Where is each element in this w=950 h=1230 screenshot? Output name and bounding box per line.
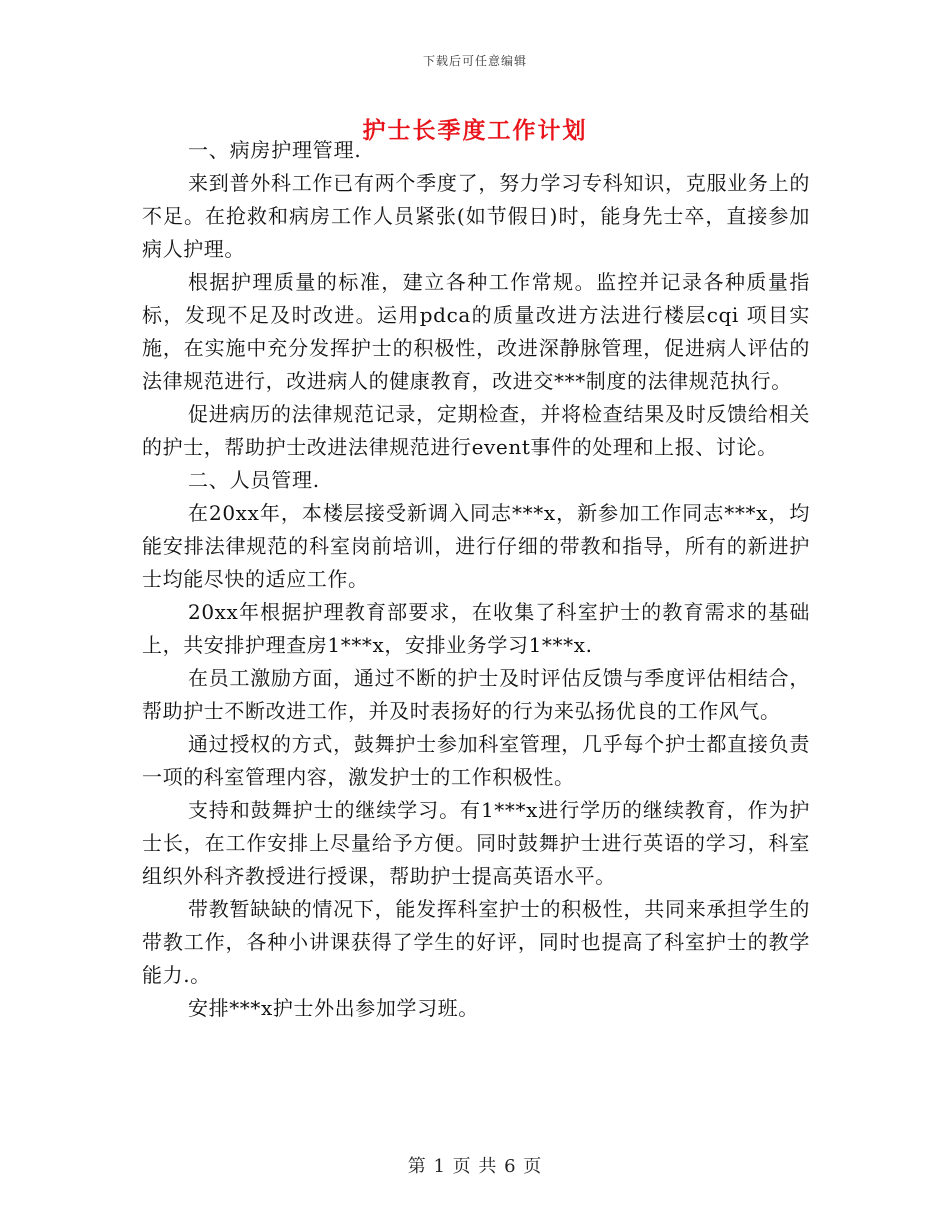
paragraph: 在员工激励方面，通过不断的护士及时评估反馈与季度评估相结合，帮助护士不断改进工作，并及时表扬好的行为来弘扬优良的工作风气。 [142,666,810,723]
paragraph: 根据护理质量的标准，建立各种工作常规。监控并记录各种质量指标，发现不足及时改进。运用pdca的质量改进方法进行楼层cqi 项目实施，在实施中充分发挥护士的积极性，改进深静脉管理，促进病人评估的法律规范进行，改进病人的健康教育，改进交***制度的法律规范执行。 [142,270,810,393]
section-heading-ward-management: 一、病房护理管理. [188,138,362,162]
paragraph: 促进病历的法律规范记录，定期检查，并将检查结果及时反馈给相关的护士，帮助护士改进法律规范进行event事件的处理和上报、讨论。 [142,402,810,459]
paragraph: 20xx年根据护理教育部要求，在收集了科室护士的教育需求的基础上，共安排护理查房1***x，安排业务学习1***x. [142,600,810,657]
page-number: 第 1 页 共 6 页 [407,1156,543,1177]
paragraph: 在20xx年，本楼层接受新调入同志***x，新参加工作同志***x，均能安排法律规范的科室岗前培训，进行仔细的带教和指导，所有的新进护士均能尽快的适应工作。 [142,501,810,591]
section-heading-staff-management: 二、人员管理. [188,468,320,492]
document-title: 护士长季度工作计划 [362,117,588,144]
paragraph: 支持和鼓舞护士的继续学习。有1***x进行学历的继续教育，作为护士长，在工作安排上尽量给予方便。同时鼓舞护士进行英语的学习，科室组织外科齐教授进行授课，帮助护士提高英语水平。 [142,798,810,888]
header-note: 下载后可任意编辑 [422,54,527,68]
paragraph: 来到普外科工作已有两个季度了，努力学习专科知识，克服业务上的不足。在抢救和病房工作人员紧张(如节假日)时，能身先士卒，直接参加病人护理。 [142,171,810,261]
paragraph: 安排***x护士外出参加学习班。 [188,996,479,1020]
paragraph: 带教暂缺缺的情况下，能发挥科室护士的积极性，共同来承担学生的带教工作，各种小讲课获得了学生的好评，同时也提高了科室护士的教学能力.。 [142,897,810,987]
document-body [142,134,810,1025]
paragraph: 通过授权的方式，鼓舞护士参加科室管理，几乎每个护士都直接负责一项的科室管理内容，激发护士的工作积极性。 [142,732,810,789]
